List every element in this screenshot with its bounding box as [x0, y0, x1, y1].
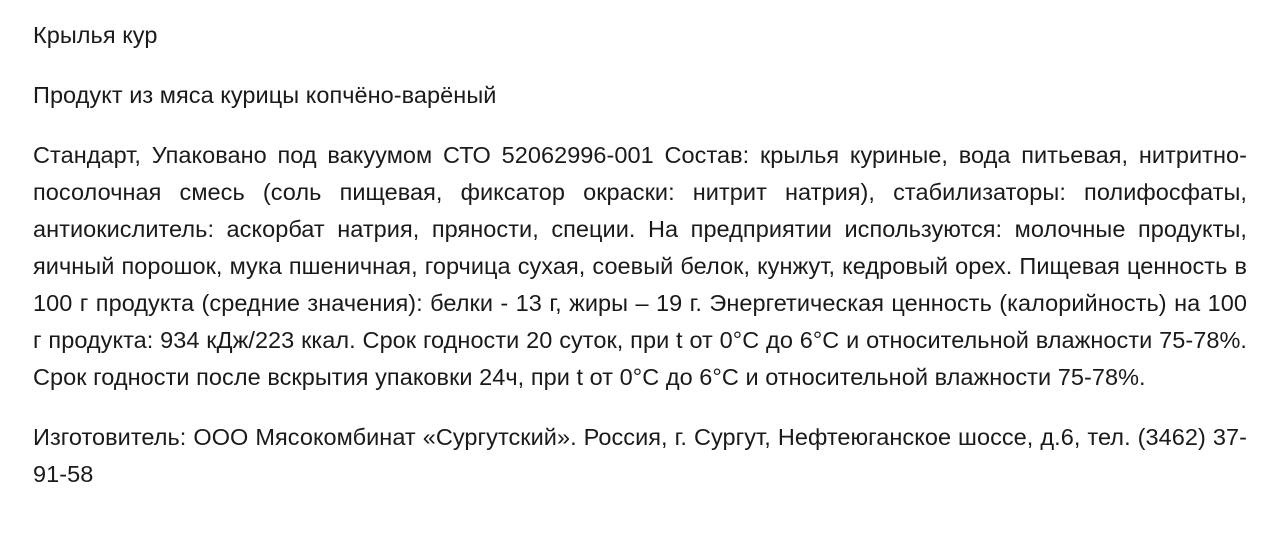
- composition-paragraph: Стандарт, Упаковано под вакуумом СТО 52062996-001 Состав: крылья куриные, вода питьевая, нитритно-посолочная смесь (соль пищевая, фиксатор окраски: нитрит натрия), стабилизаторы: полифосфаты, антиокислитель: аскорбат натрия, пряности, специи. На предприятии используются: молочные продукты, яичный порошок, мука пшеничная, горчица сухая, соевый белок, кунжут, кедровый орех. Пищевая ценность в 100 г продукта (средние значения): белки - 13 г, жиры – 19 г. Энергетическая ценность (калорийность) на 100 г продукта: 934 кДж/223 ккал. Срок годности 20 суток, при t от 0°С до 6°С и относительной влажности 75-78%. Срок годности после вскрытия упаковки 24ч, при t от 0°С до 6°С и относительной влажности 75-78%.: [33, 142, 1247, 390]
- product-subtitle: Продукт из мяса курицы копчёно-варёный: [33, 82, 497, 108]
- product-title: Крылья кур: [33, 22, 158, 48]
- manufacturer-paragraph: Изготовитель: ООО Мясокомбинат «Сургутский». Россия, г. Сургут, Нефтеюганское шоссе, д.6, тел. (3462) 37-91-58: [33, 424, 1247, 487]
